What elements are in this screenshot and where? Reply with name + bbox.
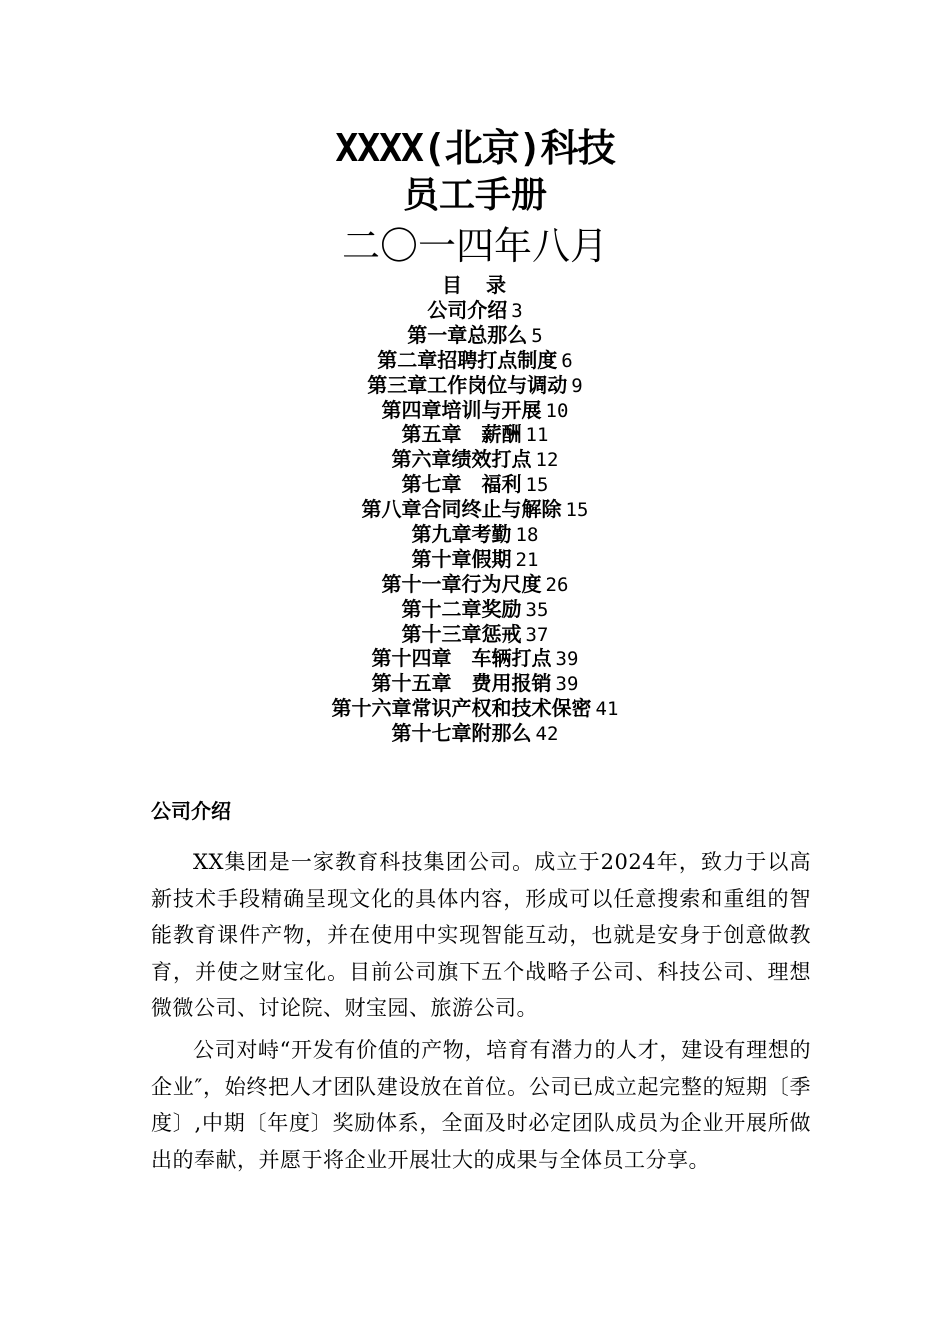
toc-item[interactable] bbox=[0, 597, 950, 622]
toc-item[interactable] bbox=[0, 422, 950, 447]
document-title: XXXX(北京)科技 bbox=[335, 126, 615, 170]
section-heading-company-intro: 公司介绍 bbox=[151, 799, 231, 823]
toc-item-label: 第十一章行为尺度 bbox=[381, 571, 542, 596]
toc-item-page: 6 bbox=[561, 349, 573, 372]
toc-item[interactable] bbox=[0, 497, 950, 522]
toc-item-page: 41 bbox=[595, 698, 619, 721]
toc-item-label: 第九章考勤 bbox=[411, 522, 512, 547]
toc-item-page: 5 bbox=[531, 324, 543, 347]
toc-item-page: 10 bbox=[545, 399, 569, 422]
toc-item-page: 39 bbox=[555, 673, 579, 696]
toc-item-label: 第十四章 车辆打点 bbox=[371, 646, 552, 671]
title-block bbox=[0, 124, 950, 272]
toc-item-page: 42 bbox=[535, 723, 559, 746]
document-subtitle: 员工手册 bbox=[402, 175, 547, 216]
toc-item[interactable] bbox=[0, 572, 950, 597]
document-date: 二〇一四年八月 bbox=[341, 224, 608, 268]
toc-item-label: 第四章培训与开展 bbox=[381, 397, 542, 422]
toc-item-page: 3 bbox=[511, 300, 523, 322]
toc-item-page: 15 bbox=[525, 474, 549, 497]
intro-paragraph: XX集团是一家教育科技集团公司。成立于2024年，致力于以高新技术手段精确呈现文化的具体内容，形成可以任意搜索和重组的智能教育课件产物，并在使用中实现智能互动，也就是安身于创意做教育，并使之财宝化。目前公司旗下五个战略子公司、科技公司、理想微微公司、讨论院、财宝园、旅游公司。 bbox=[151, 850, 811, 1021]
toc-item-page: 26 bbox=[545, 573, 569, 596]
toc-item[interactable] bbox=[0, 398, 950, 423]
toc-item-page: 18 bbox=[515, 524, 539, 547]
toc-item[interactable] bbox=[0, 373, 950, 398]
toc-item-page: 39 bbox=[555, 648, 579, 671]
toc-item-page: 37 bbox=[525, 623, 549, 646]
toc-item-label: 第十六章常识产权和技术保密 bbox=[331, 696, 592, 721]
toc-item-page: 9 bbox=[571, 374, 583, 397]
toc-list bbox=[0, 298, 950, 746]
toc-item[interactable] bbox=[0, 323, 950, 348]
toc-item[interactable] bbox=[0, 671, 950, 696]
toc-item-label: 第一章总那么 bbox=[407, 322, 528, 347]
toc-item-page: 15 bbox=[565, 499, 589, 522]
toc-item-label: 第十五章 费用报销 bbox=[371, 671, 552, 696]
toc-item-label: 第十二章奖励 bbox=[401, 596, 522, 621]
toc-item-page: 12 bbox=[535, 449, 559, 472]
intro-paragraph: 公司对峙“开发有价值的产物，培育有潜力的人才，建设有理想的企业″，始终把人才团队建设放在首位。公司已成立起完整的短期〔季度〕,中期〔年度〕奖励体系，全面及时必定团队成员为企业开展所做出的奉献，并愿于将企业开展壮大的成果与全体员工分享。 bbox=[151, 1038, 811, 1172]
toc-item-label: 第十三章惩戒 bbox=[401, 621, 522, 646]
toc-item-page: 11 bbox=[525, 424, 549, 447]
toc-item-label: 第八章合同终止与解除 bbox=[361, 497, 562, 522]
toc-item-page: 21 bbox=[515, 548, 539, 571]
toc-item-label: 第十七章附那么 bbox=[391, 721, 532, 746]
toc-item-label: 第五章 薪酬 bbox=[401, 422, 522, 447]
toc-item[interactable] bbox=[0, 646, 950, 671]
toc-item-label: 公司介绍 bbox=[427, 298, 508, 322]
toc-item[interactable] bbox=[0, 696, 950, 721]
toc-item-label: 第七章 福利 bbox=[401, 472, 522, 497]
toc-item-label: 第三章工作岗位与调动 bbox=[367, 372, 568, 397]
toc-item[interactable] bbox=[0, 547, 950, 572]
toc-item[interactable] bbox=[0, 298, 950, 323]
toc-item[interactable] bbox=[0, 721, 950, 746]
toc-item[interactable] bbox=[0, 447, 950, 472]
toc-item-page: 35 bbox=[525, 598, 549, 621]
toc-item[interactable] bbox=[0, 348, 950, 373]
toc-item[interactable] bbox=[0, 622, 950, 647]
toc-item-label: 第六章绩效打点 bbox=[391, 447, 532, 472]
toc-item-label: 第二章招聘打点制度 bbox=[377, 347, 558, 372]
toc-item[interactable] bbox=[0, 522, 950, 547]
toc-item-label: 第十章假期 bbox=[411, 546, 512, 571]
table-of-contents bbox=[0, 273, 950, 746]
toc-item[interactable] bbox=[0, 472, 950, 497]
toc-heading: 目 录 bbox=[442, 273, 508, 297]
